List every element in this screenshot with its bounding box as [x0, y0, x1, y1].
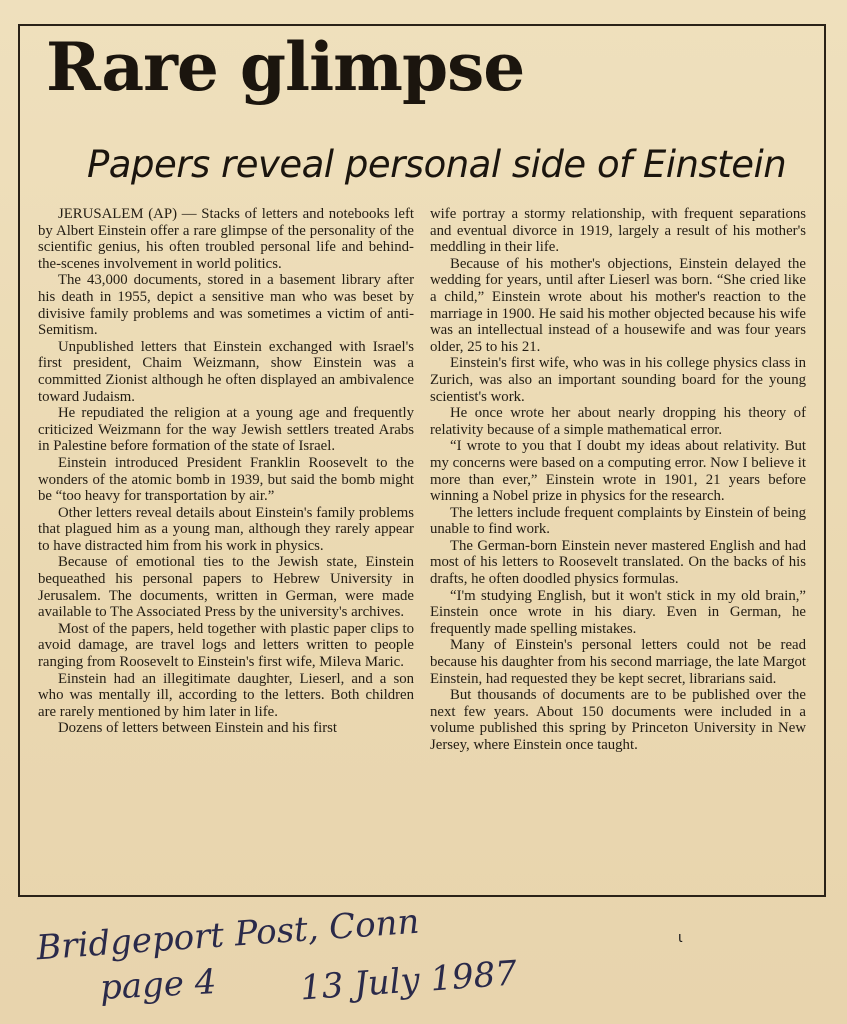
- headline: Rare glimpse: [46, 28, 525, 106]
- paragraph: Because of his mother's objections, Einstein delayed the wedding for years, until after Lieserl was born. “She cried like a child,” Einstein wrote about his mother's reaction to the marriage in 1900. He said his mother objected because his wife was an intellectual instead of a housewife and was four years older, 25 to his 21.: [430, 255, 806, 355]
- paragraph: But thousands of documents are to be published over the next few years. About 150 documents were included in a volume published this spring by Princeton University in New Jersey, where Einstein once taught.: [430, 687, 806, 753]
- paragraph: Because of emotional ties to the Jewish state, Einstein bequeathed his personal papers to Hebrew University in Jerusalem. The documents, written in German, were made available to The Associated Press by the university's archives.: [38, 554, 414, 621]
- paragraph: Most of the papers, held together with plastic paper clips to avoid damage, are travel logs and letters written to people ranging from Roosevelt to Einstein's first wife, Mileva Maric.: [38, 620, 414, 671]
- subheadline: Papers reveal personal side of Einstein: [87, 143, 787, 186]
- pen-mark: ɩ: [678, 930, 683, 946]
- paragraph: Many of Einstein's personal letters could not be read because his daughter from his second marriage, the late Margot Einstein, had requested they be kept secret, librarians said.: [430, 637, 806, 687]
- paragraph: “I'm studying English, but it won't stick in my old brain,” Einstein once wrote in his diary. Even in German, he frequently made spelling mistakes.: [430, 587, 806, 637]
- paragraph: Einstein's first wife, who was in his college physics class in Zurich, was also an important sounding board for the young scientist's work.: [430, 355, 806, 405]
- handwritten-date: 13 July 1987: [298, 953, 519, 1009]
- paragraph: The letters include frequent complaints by Einstein of being unable to find work.: [430, 504, 806, 538]
- paragraph: JERUSALEM (AP) — Stacks of letters and notebooks left by Albert Einstein offer a rare glimpse of the personality of the scientific genius, his often troubled personal life and behind-the-scenes involvement in world politics.: [38, 206, 414, 272]
- paragraph: Einstein had an illegitimate daughter, Lieserl, and a son who was mentally ill, according to the letters. Both children are rarely mentioned by him later in life.: [38, 670, 414, 720]
- paragraph: The German-born Einstein never mastered English and had most of his letters to Roosevelt translated. On the backs of his drafts, he often doodled physics formulas.: [430, 537, 806, 588]
- paragraph: He once wrote her about nearly dropping his theory of relativity because of a simple mathematical error.: [430, 405, 806, 438]
- paragraph: Dozens of letters between Einstein and his first: [58, 720, 338, 737]
- left-column: [38, 206, 414, 737]
- paragraph: Other letters reveal details about Einstein's family problems that plagued him as a young man, although they rarely appear to have distracted him from his work in physics.: [38, 504, 414, 554]
- paragraph: The 43,000 documents, stored in a basement library after his death in 1955, depict a sensitive man who was beset by divisive family problems and was sometimes a victim of anti-Semitism.: [38, 272, 414, 339]
- paragraph: Einstein introduced President Franklin Roosevelt to the wonders of the atomic bomb in 1939, but said the bomb might be “too heavy for transportation by air.”: [38, 454, 414, 505]
- paragraph: Unpublished letters that Einstein exchanged with Israel's first president, Chaim Weizmann, show Einstein was a committed Zionist although he often displayed an ambivalence toward Judaism.: [38, 338, 414, 405]
- paragraph: “I wrote to you that I doubt my ideas about relativity. But my concerns were based on a computing error. Now I believe it more than ever,” Einstein wrote in 1901, 21 years before winning a Nobel prize in physics for the research.: [430, 438, 806, 505]
- right-column: [430, 206, 806, 754]
- handwritten-source: Bridgeport Post, Conn: [35, 901, 421, 969]
- paragraph: wife portray a stormy relationship, with frequent separations and eventual divorce in 1919, largely a result of his mother's meddling in their life.: [430, 206, 806, 256]
- handwritten-page: page 4: [99, 961, 218, 1009]
- paragraph: He repudiated the religion at a young age and frequently criticized Weizmann for the way Jewish settlers treated Arabs in Palestine before formation of the state of Israel.: [38, 405, 414, 455]
